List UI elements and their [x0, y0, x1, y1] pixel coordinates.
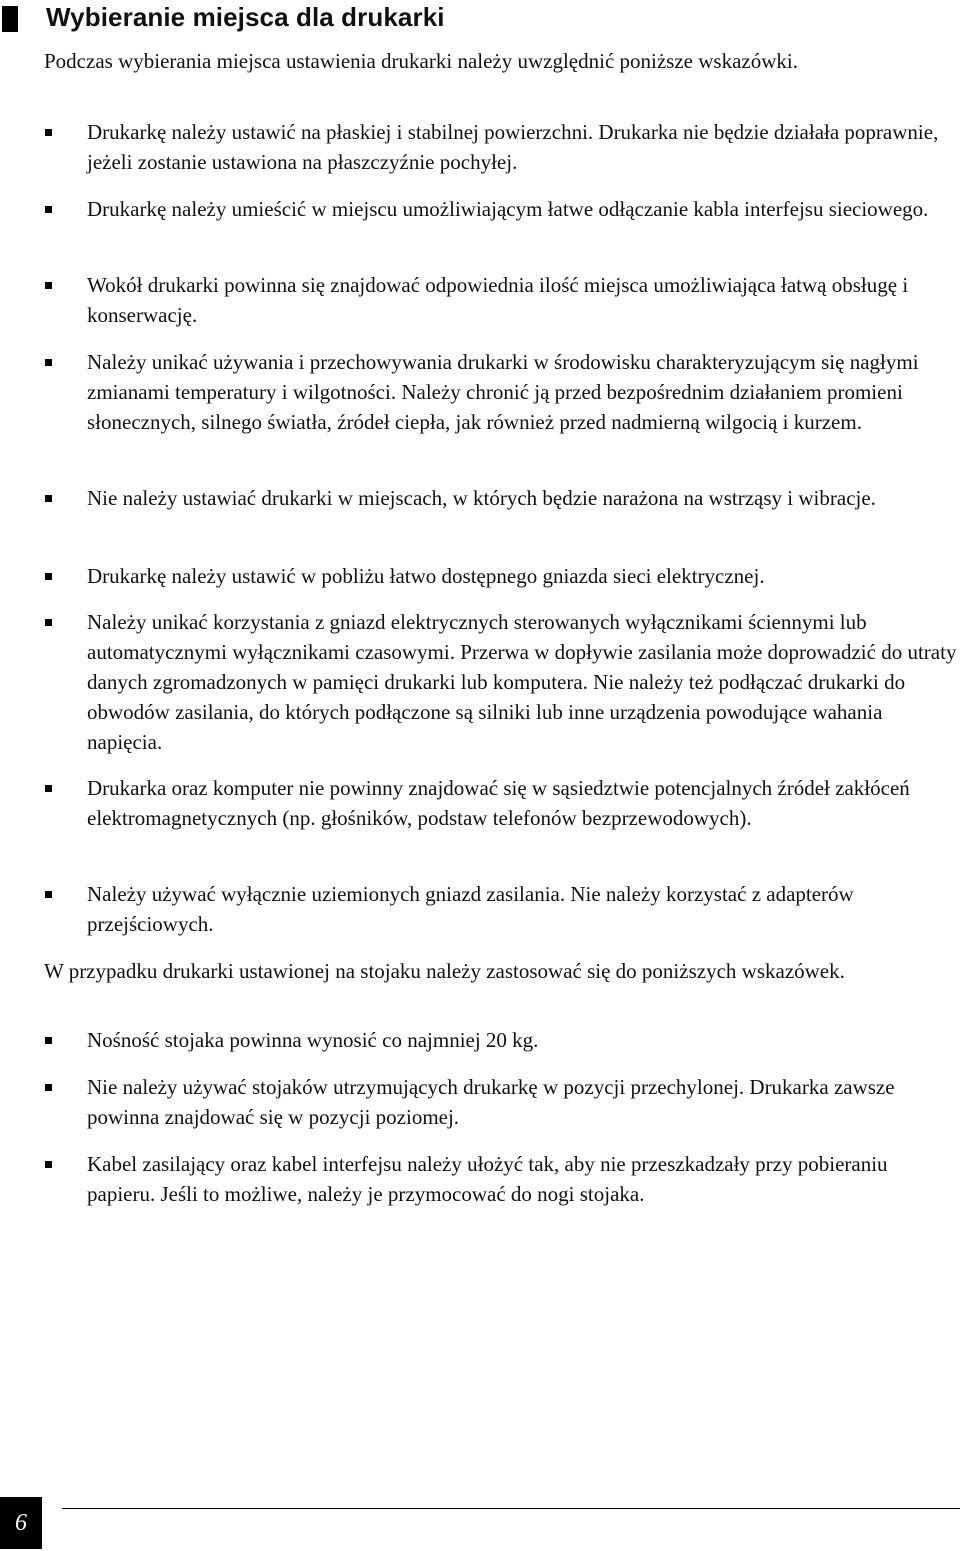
list-item-text: Nośność stojaka powinna wynosić co najmniej 20 kg.: [87, 1028, 539, 1052]
page-number: 6: [15, 1510, 27, 1536]
list-item-text: Drukarkę należy umieścić w miejscu umożliwiającym łatwe odłączanie kabla interfejsu sieciowego.: [87, 197, 929, 221]
bullet-icon: [45, 619, 52, 626]
list-item-text: Wokół drukarki powinna się znajdować odpowiednia ilość miejsca umożliwiająca łatwą obsługę i konserwację.: [87, 273, 909, 327]
bullet-icon: [45, 1161, 52, 1168]
bullet-icon: [45, 1037, 52, 1044]
bullet-icon: [45, 1084, 52, 1091]
bullet-icon: [45, 206, 52, 213]
bullet-icon: [45, 785, 52, 792]
bullet-icon: [45, 891, 52, 898]
section-heading: [0, 0, 445, 33]
page-number-box: [0, 1497, 42, 1549]
heading-title: Wybieranie miejsca dla drukarki: [46, 2, 445, 32]
bullet-icon: [45, 573, 52, 580]
list-item-text: Drukarkę należy ustawić w pobliżu łatwo dostępnego gniazda sieci elektrycznej.: [87, 564, 765, 588]
list-item-text: Należy unikać korzystania z gniazd elektrycznych sterowanych wyłącznikami ściennymi lub automatycznymi wyłącznikami czasowymi. Przerwa w dopływie zasilania może doprowadzić do utraty danych zgromadzonych w pamięci drukarki lub komputera. Nie należy też podłączać drukarki do obwodów zasilania, do których podłączone są silniki lub inne urządzenia powodujące wahania napięcia.: [87, 610, 957, 754]
bullet-icon: [45, 359, 52, 366]
heading-marker: [2, 6, 18, 32]
list-item-text: Drukarka oraz komputer nie powinny znajdować się w sąsiedztwie potencjalnych źródeł zakłóceń elektromagnetycznych (np. głośników, podstaw telefonów bezprzewodowych).: [87, 776, 910, 830]
bullet-icon: [45, 495, 52, 502]
list-item-text: Nie należy ustawiać drukarki w miejscach, w których będzie narażona na wstrząsy i wibracje.: [87, 486, 876, 510]
footer-rule: [62, 1508, 960, 1509]
list-item-text: Nie należy używać stojaków utrzymujących drukarkę w pozycji przechylonej. Drukarka zawsze powinna znajdować się w pozycji poziomej.: [87, 1075, 895, 1129]
intro-paragraph: Podczas wybierania miejsca ustawienia drukarki należy uwzględnić poniższe wskazówki.: [44, 49, 798, 73]
list-item-text: Należy używać wyłącznie uziemionych gniazd zasilania. Nie należy korzystać z adapterów przejściowych.: [87, 882, 854, 936]
list-item-text: Kabel zasilający oraz kabel interfejsu należy ułożyć tak, aby nie przeszkadzały przy pobieraniu papieru. Jeśli to możliwe, należy je przymocować do nogi stojaka.: [87, 1152, 888, 1206]
list-item-text: Drukarkę należy ustawić na płaskiej i stabilnej powierzchni. Drukarka nie będzie działała poprawnie, jeżeli zostanie ustawiona na płaszczyźnie pochyłej.: [87, 120, 939, 174]
bullet-icon: [45, 129, 52, 136]
list-item-text: Należy unikać używania i przechowywania drukarki w środowisku charakteryzującym się nagłymi zmianami temperatury i wilgotności. Należy chronić ją przed bezpośrednim działaniem promieni słonecznych, silnego światła, źródeł ciepła, jak również przed nadmierną wilgocią i kurzem.: [87, 350, 919, 434]
bullet-icon: [45, 282, 52, 289]
stand-intro-paragraph: W przypadku drukarki ustawionej na stojaku należy zastosować się do poniższych wskazówek.: [44, 959, 845, 983]
